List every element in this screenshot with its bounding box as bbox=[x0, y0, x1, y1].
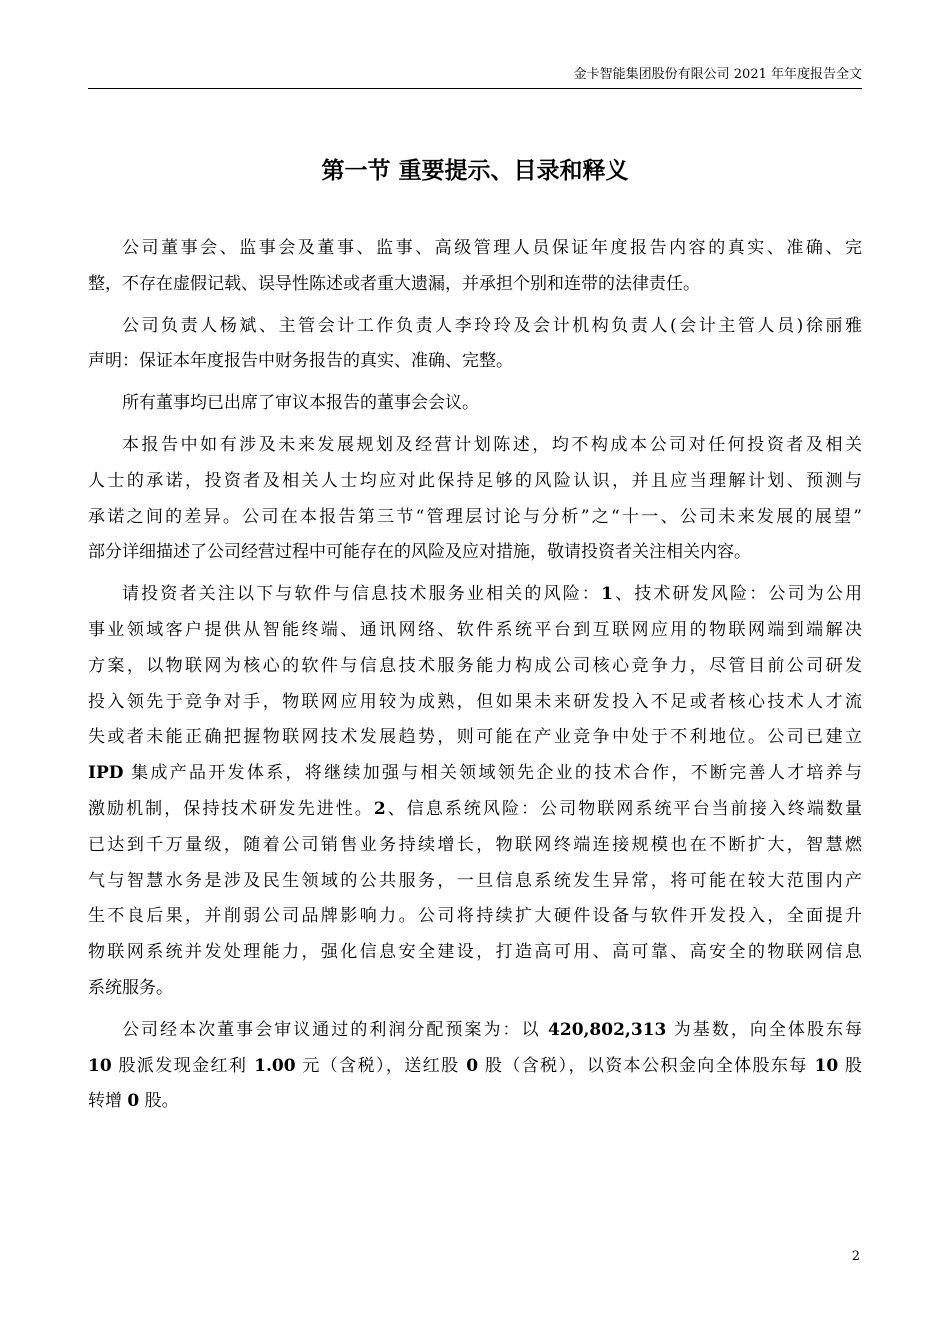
paragraph bbox=[88, 309, 862, 381]
page-number: 2 bbox=[851, 1249, 860, 1264]
section-title: 第一节 重要提示、目录和释义 bbox=[321, 157, 629, 184]
paragraph bbox=[88, 231, 862, 303]
paragraph-line: 方案，以物联网为核心的软件与信息技术服务能力构成公司核心竞争力，尽管目前公司研发 bbox=[88, 655, 862, 676]
paragraph-line: 整，不存在虚假记载、误导性陈述或者重大遗漏，并承担个别和连带的法律责任。 bbox=[88, 273, 700, 294]
paragraph-line: 失或者未能正确把握物联网技术发展趋势，则可能在产业竞争中处于不利地位。公司已建立 bbox=[88, 727, 862, 748]
paragraph-line: 事业领域客户提供从智能终端、通讯网络、软件系统平台到互联网应用的物联网端到端解决 bbox=[88, 619, 862, 640]
paragraph-line: 声明：保证本年度报告中财务报告的真实、准确、完整。 bbox=[88, 351, 513, 372]
paragraph-line: 物联网系统并发处理能力，强化信息安全建设，打造高可用、高可靠、高安全的物联网信息 bbox=[88, 942, 862, 963]
paragraph bbox=[88, 428, 862, 571]
paragraph-line: 系统服务。 bbox=[88, 977, 173, 998]
paragraph-line: 本报告中如有涉及未来发展规划及经营计划陈述，均不构成本公司对任何投资者及相关 bbox=[122, 434, 862, 455]
paragraph-line: 转增 0 股。 bbox=[88, 1091, 179, 1112]
paragraph-line: 公司负责人杨斌、主管会计工作负责人李玲玲及会计机构负责人(会计主管人员)徐丽雅 bbox=[122, 315, 862, 336]
paragraph-line: 气与智慧水务是涉及民生领域的公共服务，一旦信息系统发生异常，将可能在较大范围内产 bbox=[88, 870, 862, 891]
paragraph-line: IPD 集成产品开发体系，将继续加强与相关领域领先企业的技术合作，不断完善人才培养与 bbox=[88, 763, 862, 784]
paragraph-line: 人士的承诺，投资者及相关人士均应对此保持足够的风险认识，并且应当理解计划、预测与 bbox=[88, 470, 862, 491]
main-content bbox=[88, 231, 862, 1120]
page-header bbox=[88, 66, 862, 89]
paragraph-line: 部分详细描述了公司经营过程中可能存在的风险及应对措施，敬请投资者关注相关内容。 bbox=[88, 542, 751, 563]
paragraph-line: 激励机制，保持技术研发先进性。2、信息系统风险：公司物联网系统平台当前接入终端数量 bbox=[88, 798, 863, 819]
header-title: 金卡智能集团股份有限公司 2021 年年度报告全文 bbox=[573, 67, 862, 82]
paragraph-line: 投入领先于竞争对手，物联网应用较为成熟，但如果未来研发投入不足或者核心技术人才流 bbox=[88, 691, 862, 712]
paragraph-line: 所有董事均已出席了审议本报告的董事会会议。 bbox=[122, 393, 479, 414]
paragraph-line: 承诺之间的差异。公司在本报告第三节“管理层讨论与分析”之“十一、公司未来发展的展望” bbox=[88, 506, 862, 527]
paragraph-line: 生不良后果，并削弱公司品牌影响力。公司将持续扩大硬件设备与软件开发投入，全面提升 bbox=[88, 906, 862, 927]
paragraph bbox=[88, 1013, 862, 1120]
paragraph-line: 公司董事会、监事会及董事、监事、高级管理人员保证年度报告内容的真实、准确、完 bbox=[122, 238, 862, 258]
paragraph bbox=[88, 577, 862, 1007]
paragraph bbox=[88, 386, 862, 422]
paragraph-line: 公司经本次董事会审议通过的利润分配预案为：以 420,802,313 为基数，向全体股东每 bbox=[122, 1019, 863, 1040]
paragraph-line: 已达到千万量级，随着公司销售业务持续增长，物联网终端连接规模也在不断扩大，智慧燃 bbox=[88, 834, 862, 855]
paragraph-line: 10 股派发现金红利 1.00 元（含税），送红股 0 股（含税），以资本公积金向全体股东每 10 股 bbox=[88, 1055, 863, 1076]
paragraph-line: 请投资者关注以下与软件与信息技术服务业相关的风险：1、技术研发风险：公司为公用 bbox=[122, 584, 863, 605]
